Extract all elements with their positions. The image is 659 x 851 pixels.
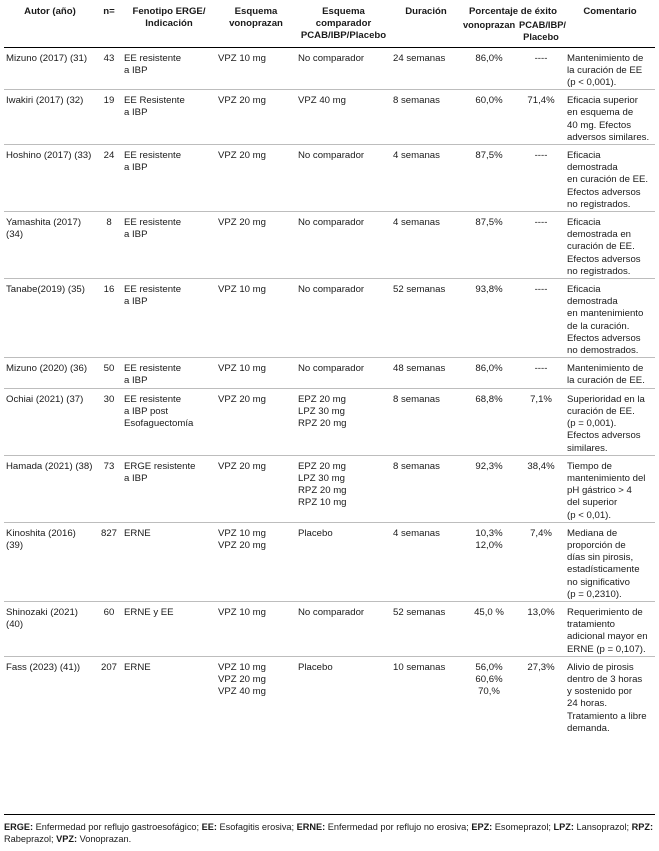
- abbreviation-definition: Esofagitis erosiva;: [216, 822, 297, 832]
- abbreviation-term: LPZ:: [553, 822, 574, 832]
- header-porcentaje-comparador: PCAB/IBP/ Placebo: [517, 18, 565, 47]
- cell-duracion: 8 semanas: [391, 388, 461, 455]
- cell-duracion: 4 semanas: [391, 145, 461, 212]
- abbreviation-term: VPZ:: [56, 834, 78, 844]
- cell-duracion: 8 semanas: [391, 455, 461, 522]
- cell-esquema-comparador: No comparador: [296, 145, 391, 212]
- cell-esquema-vonoprazan: VPZ 20 mg: [216, 145, 296, 212]
- cell-esquema-comparador: No comparador: [296, 279, 391, 358]
- studies-table: [4, 6, 655, 735]
- abbreviation-definition: Enfermedad por reflujo no erosiva;: [325, 822, 472, 832]
- cell-fenotipo: EE resistente a IBP post Esofaguectomía: [122, 388, 216, 455]
- cell-esquema-vonoprazan: VPZ 10 mg: [216, 358, 296, 388]
- cell-n: 60: [96, 601, 122, 656]
- cell-fenotipo: ERNE: [122, 656, 216, 735]
- cell-duracion: 48 semanas: [391, 358, 461, 388]
- cell-porcentaje-vonoprazan: 45,0 %: [461, 601, 517, 656]
- cell-autor: Hoshino (2017) (33): [4, 145, 96, 212]
- cell-fenotipo: EE resistente a IBP: [122, 279, 216, 358]
- cell-esquema-vonoprazan: VPZ 20 mg: [216, 455, 296, 522]
- cell-esquema-vonoprazan: VPZ 10 mg: [216, 279, 296, 358]
- header-esquema-vonoprazan: Esquema vonoprazan: [216, 6, 296, 47]
- abbreviation-definition: Lansoprazol;: [573, 822, 632, 832]
- cell-esquema-comparador: VPZ 40 mg: [296, 90, 391, 145]
- cell-esquema-vonoprazan: VPZ 20 mg: [216, 212, 296, 279]
- table-row: [4, 388, 655, 455]
- cell-n: 30: [96, 388, 122, 455]
- cell-fenotipo: EE resistente a IBP: [122, 145, 216, 212]
- header-porcentaje-exito: Porcentaje de éxito: [469, 6, 557, 17]
- cell-duracion: 8 semanas: [391, 90, 461, 145]
- cell-porcentaje-vonoprazan: 86,0%: [461, 47, 517, 90]
- cell-porcentaje-vonoprazan: 92,3%: [461, 455, 517, 522]
- cell-duracion: 4 semanas: [391, 522, 461, 601]
- cell-esquema-vonoprazan: VPZ 10 mg VPZ 20 mg VPZ 40 mg: [216, 656, 296, 735]
- abbreviation-term: ERGE:: [4, 822, 34, 832]
- cell-porcentaje-vonoprazan: 10,3% 12,0%: [461, 522, 517, 601]
- cell-porcentaje-vonoprazan: 56,0% 60,6% 70,%: [461, 656, 517, 735]
- header-n: n=: [96, 6, 122, 47]
- cell-porcentaje-comparador: ----: [517, 47, 565, 90]
- cell-comentario: Mantenimiento de la curación de EE.: [565, 358, 655, 388]
- cell-comentario: Eficacia superior en esquema de 40 mg. Efectos adversos similares.: [565, 90, 655, 145]
- cell-duracion: 4 semanas: [391, 212, 461, 279]
- header-porcentaje-vonoprazan: vonoprazan: [461, 18, 517, 47]
- cell-fenotipo: EE resistente a IBP: [122, 212, 216, 279]
- table-row: [4, 601, 655, 656]
- cell-esquema-comparador: No comparador: [296, 601, 391, 656]
- cell-comentario: Mantenimiento de la curación de EE (p < 0,001).: [565, 47, 655, 90]
- cell-comentario: Eficacia demostrada en curación de EE. Efectos adversos no registrados.: [565, 212, 655, 279]
- cell-porcentaje-vonoprazan: 87,5%: [461, 145, 517, 212]
- cell-comentario: Tiempo de mantenimiento del pH gástrico > 4 del superior (p < 0,01).: [565, 455, 655, 522]
- abbreviation-definition: Enfermedad por reflujo gastroesofágico;: [33, 822, 202, 832]
- table-body: [4, 47, 655, 735]
- header-fenotipo: Fenotipo ERGE/ Indicación: [122, 6, 216, 47]
- cell-porcentaje-comparador: 71,4%: [517, 90, 565, 145]
- cell-esquema-vonoprazan: VPZ 10 mg: [216, 47, 296, 90]
- cell-esquema-comparador: No comparador: [296, 212, 391, 279]
- cell-porcentaje-comparador: 38,4%: [517, 455, 565, 522]
- table-header: [4, 6, 655, 47]
- abbreviation-definition: Esomeprazol;: [492, 822, 554, 832]
- cell-comentario: Superioridad en la curación de EE. (p = 0,001). Efectos adversos similares.: [565, 388, 655, 455]
- cell-duracion: 24 semanas: [391, 47, 461, 90]
- cell-comentario: Alivio de pirosis dentro de 3 horas y sostenido por 24 horas. Tratamiento a libre demanda.: [565, 656, 655, 735]
- header-comentario: Comentario: [565, 6, 655, 47]
- cell-esquema-comparador: Placebo: [296, 522, 391, 601]
- cell-porcentaje-comparador: 27,3%: [517, 656, 565, 735]
- cell-n: 73: [96, 455, 122, 522]
- abbreviation-definition: Vonoprazan.: [77, 834, 132, 844]
- cell-porcentaje-comparador: ----: [517, 279, 565, 358]
- table-row: [4, 656, 655, 735]
- cell-fenotipo: EE resistente a IBP: [122, 47, 216, 90]
- cell-autor: Shinozaki (2021) (40): [4, 601, 96, 656]
- abbreviation-definition: Rabeprazol;: [4, 834, 57, 844]
- header-autor: Autor (año): [4, 6, 96, 47]
- cell-duracion: 52 semanas: [391, 601, 461, 656]
- abbreviations-footnote: [4, 814, 655, 845]
- table-row: [4, 212, 655, 279]
- cell-autor: Hamada (2021) (38): [4, 455, 96, 522]
- table-row: [4, 90, 655, 145]
- cell-porcentaje-comparador: 13,0%: [517, 601, 565, 656]
- abbreviation-term: EE:: [201, 822, 217, 832]
- cell-esquema-comparador: No comparador: [296, 358, 391, 388]
- cell-autor: Iwakiri (2017) (32): [4, 90, 96, 145]
- cell-autor: Yamashita (2017) (34): [4, 212, 96, 279]
- abbreviation-term: EPZ:: [471, 822, 493, 832]
- header-duracion: Duración: [391, 6, 461, 47]
- cell-esquema-comparador: No comparador: [296, 47, 391, 90]
- cell-fenotipo: EE Resistente a IBP: [122, 90, 216, 145]
- table-row: [4, 145, 655, 212]
- cell-porcentaje-vonoprazan: 86,0%: [461, 358, 517, 388]
- cell-porcentaje-comparador: ----: [517, 358, 565, 388]
- cell-esquema-comparador: Placebo: [296, 656, 391, 735]
- cell-comentario: Eficacia demostrada en curación de EE. Efectos adversos no registrados.: [565, 145, 655, 212]
- cell-comentario: Mediana de proporción de días sin pirosis, estadísticamente no significativo (p = 0,2310).: [565, 522, 655, 601]
- cell-esquema-comparador: EPZ 20 mg LPZ 30 mg RPZ 20 mg: [296, 388, 391, 455]
- cell-esquema-vonoprazan: VPZ 20 mg: [216, 90, 296, 145]
- cell-porcentaje-vonoprazan: 87,5%: [461, 212, 517, 279]
- cell-n: 207: [96, 656, 122, 735]
- table-row: [4, 522, 655, 601]
- cell-n: 24: [96, 145, 122, 212]
- cell-fenotipo: EE resistente a IBP: [122, 358, 216, 388]
- cell-comentario: Requerimiento de tratamiento adicional mayor en ERNE (p = 0,107).: [565, 601, 655, 656]
- cell-porcentaje-vonoprazan: 93,8%: [461, 279, 517, 358]
- cell-porcentaje-comparador: 7,4%: [517, 522, 565, 601]
- cell-n: 19: [96, 90, 122, 145]
- cell-n: 50: [96, 358, 122, 388]
- cell-n: 8: [96, 212, 122, 279]
- table-row: [4, 358, 655, 388]
- cell-autor: Tanabe(2019) (35): [4, 279, 96, 358]
- cell-autor: Fass (2023) (41)): [4, 656, 96, 735]
- abbreviation-term: RPZ:: [631, 822, 654, 832]
- table-row: [4, 279, 655, 358]
- table-row: [4, 455, 655, 522]
- cell-n: 16: [96, 279, 122, 358]
- cell-autor: Ochiai (2021) (37): [4, 388, 96, 455]
- cell-esquema-comparador: EPZ 20 mg LPZ 30 mg RPZ 20 mg RPZ 10 mg: [296, 455, 391, 522]
- cell-porcentaje-comparador: 7,1%: [517, 388, 565, 455]
- cell-fenotipo: ERNE y EE: [122, 601, 216, 656]
- cell-comentario: Eficacia demostrada en mantenimiento de la curación. Efectos adversos no demostrados.: [565, 279, 655, 358]
- cell-duracion: 52 semanas: [391, 279, 461, 358]
- cell-fenotipo: ERGE resistente a IBP: [122, 455, 216, 522]
- cell-autor: Mizuno (2020) (36): [4, 358, 96, 388]
- cell-duracion: 10 semanas: [391, 656, 461, 735]
- cell-porcentaje-comparador: ----: [517, 212, 565, 279]
- cell-porcentaje-vonoprazan: 60,0%: [461, 90, 517, 145]
- cell-autor: Kinoshita (2016) (39): [4, 522, 96, 601]
- abbreviation-term: ERNE:: [296, 822, 326, 832]
- cell-porcentaje-vonoprazan: 68,8%: [461, 388, 517, 455]
- cell-n: 43: [96, 47, 122, 90]
- cell-esquema-vonoprazan: VPZ 10 mg VPZ 20 mg: [216, 522, 296, 601]
- cell-fenotipo: ERNE: [122, 522, 216, 601]
- cell-n: 827: [96, 522, 122, 601]
- cell-esquema-vonoprazan: VPZ 10 mg: [216, 601, 296, 656]
- header-esquema-comparador: Esquema comparador PCAB/IBP/Placebo: [296, 6, 391, 47]
- table-row: [4, 47, 655, 90]
- cell-porcentaje-comparador: ----: [517, 145, 565, 212]
- cell-esquema-vonoprazan: VPZ 20 mg: [216, 388, 296, 455]
- cell-autor: Mizuno (2017) (31): [4, 47, 96, 90]
